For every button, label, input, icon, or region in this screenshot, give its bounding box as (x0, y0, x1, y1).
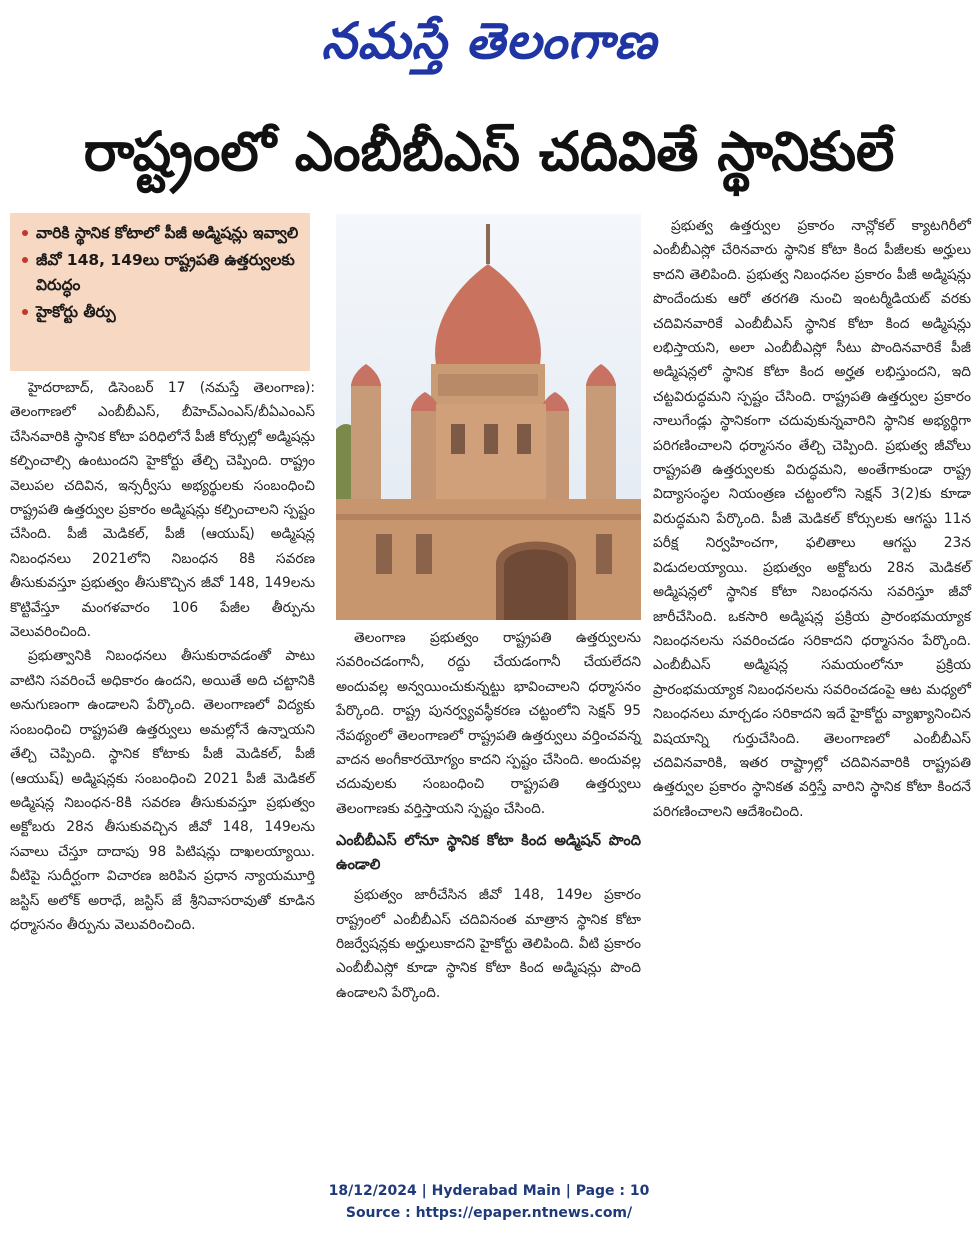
high-court-photo (336, 214, 641, 620)
paragraph: ప్రభుత్వం జారీచేసిన జీవో 148, 149ల ప్రకారం రాష్ట్రంలో ఎంబీబీఎస్ చదివినంత మాత్రాన స్థానిక కోటా రిజర్వేషన్లకు అర్హులుకాదని హైకోర్టు తెలిపింది. వీటి ప్రకారం ఎంబీబీఎస్లో కూడా స్థానిక కోటా కింద అడ్మిషన్లు పొంది ఉండాలని పేర్కొంది. (336, 887, 641, 1001)
paragraph: తెలంగాణ ప్రభుత్వం రాష్ట్రపతి ఉత్తర్వులను సవరించడంగానీ, రద్దు చేయడంగానీ చేయలేదని అందువల్ల అన్వయించుకున్నట్టు భావించాలని ధర్మాసనం పేర్కొంది. రాష్ట్ర పునర్వ్యవస్థీకరణ చట్టంలోని సెక్షన్ 95 నేపథ్యంలో తెలంగాణలో రాష్ట్రపతి ఉత్తర్వులు వర్తించవన్న వాదన అంగీకారయోగ్యం కాదని స్పష్టం చేసింది. అందువల్ల చదువులకు సంబంధించి రాష్ట్రపతి ఉత్తర్వులు తెలంగాణకు వర్తిస్తాయని స్పష్టం చేసింది. (336, 630, 641, 817)
footer (0, 1180, 978, 1224)
article-column-3 (653, 214, 971, 1156)
subheading: ఎంబీబీఎస్ లోనూ స్థానిక కోటా కింద అడ్మిషన్ పొంది ఉండాలి (336, 833, 641, 874)
article-column-2 (336, 626, 641, 1156)
highlight-item: వారికి స్థానిక కోటాలో పీజీ అడ్మిషన్లు ఇవ్వాలి (22, 221, 302, 246)
headline: రాష్ట్రంలో ఎంబీబీఎస్ చదివితే స్థానికులే (83, 120, 895, 183)
paragraph: హైదరాబాద్, డిసెంబర్ 17 (నమస్తే తెలంగాణ): తెలంగాణలో ఎంబీబీఎస్, బీహెచ్ఎంఎస్/బీఏఎంఎస్ చేసినవారికి స్థానిక కోటా పరిధిలోనే పీజీ కోర్సుల్లో అడ్మిషన్లు కల్పించాల్సి ఉంటుందని హైకోర్టు తేల్చి చెప్పింది. రాష్ట్రం వెలుపల చదివిన, ఇన్సర్వీసు అభ్యర్థులకు సంబంధించి రాష్ట్రపతి ఉత్తర్వుల ప్రకారం అడ్మిషన్లు కల్పించాలని స్పష్టం చేసింది. పీజీ మెడికల్, పీజీ (ఆయుష్) అడ్మిషన్ల నిబంధనలు 2021లోని నిబంధన 8కి సవరణ తీసుకువస్తూ ప్రభుత్వం తీసుకొచ్చిన జీవో 148, 149లను కొట్టివేస్తూ మంగళవారం 106 పేజీల తీర్పును వెలువరించింది. (10, 380, 315, 641)
masthead-logo: నమస్తే తెలంగాణ (321, 11, 657, 70)
highlight-item: హైకోర్టు తీర్పు (22, 300, 302, 325)
highlights-box (10, 213, 310, 371)
footer-source: Source : https://epaper.ntnews.com/ (345, 1205, 633, 1221)
footer-date-page: 18/12/2024 | Hyderabad Main | Page : 10 (328, 1183, 650, 1199)
paragraph: ప్రభుత్వానికి నిబంధనలు తీసుకురావడంతో పాటు వాటిని సవరించే అధికారం ఉందని, అయితే అది చట్టానికి అనుగుణంగా ఉండాలని పేర్కొంది. తెలంగాణలో విద్యకు సంబంధించి రాష్ట్రపతి ఉత్తర్వులు అమల్లోనే ఉన్నాయని తేల్చి చెప్పింది. స్థానిక కోటాకు పీజీ మెడికల్, పీజీ (ఆయుష్) అడ్మిషన్లకు సంబంధించి 2021 పీజీ మెడికల్ అడ్మిషన్ల నిబంధన-8కి సవరణ తీసుకువస్తూ ప్రభుత్వం అక్టోబరు 28న తీసుకువచ్చిన జీవో 148, 149లను సవాలు చేస్తూ దాదాపు 98 పిటిషన్లు దాఖలయ్యాయి. వీటిపై సుదీర్ఘంగా విచారణ జరిపిన ప్రధాన న్యాయమూర్తి జస్టిస్ అలోక్ అరాధే, జస్టిస్ జే శ్రీనివాసరావుతో కూడిన ధర్మాసనం తీర్పును వెలువరించింది. (10, 648, 315, 933)
highlight-item: జీవో 148, 149లు రాష్ట్రపతి ఉత్తర్వులకు విరుద్ధం (22, 248, 302, 298)
article-column-1 (10, 376, 315, 1156)
paragraph: ప్రభుత్వ ఉత్తర్వుల ప్రకారం నాన్లోకల్ క్యాటగిరీలో ఎంబీబీఎస్లో చేరినవారు స్థానిక కోటా కింద పీజీలకు అర్హులు కాదని తెలిపింది. ప్రభుత్వ నిబంధనల ప్రకారం పీజీ అడ్మిషన్లు పొందేందుకు ఆరో తరగతి నుంచి ఇంటర్మీడియట్ వరకు చదివినవారికే ఎంబీబీఎస్ స్థానిక కోటా కింద అడ్మిషన్లు లభిస్తాయని, అలా ఎంబీబీఎస్లో సీటు పొందినవారికే పీజీ అడ్మిషన్లలో స్థానిక కోటా కింద అర్హత లభిస్తుందని, ఇది చట్టవిరుద్ధమని స్పష్టం చేసింది. రాష్ట్రపతి ఉత్తర్వుల ప్రకారం నాలుగేండ్లు స్థానికంగా చదువుకున్నవారిని స్థానిక అభ్యర్థిగా పరిగణించాలని ధర్మాసనం తేల్చి చెప్పింది. ప్రభుత్వ జీవోలు రాష్ట్రపతి ఉత్తర్వులకు విరుద్ధమని, అంతేగాకుండా రాష్ట్ర విద్యాసంస్థల నియంత్రణ చట్టంలోని సెక్షన్ 3(2)కు కూడా విరుద్ధమని పేర్కొంది. పీజీ మెడికల్ కోర్సులకు ఆగస్టు 11న పరీక్ష నిర్వహించగా, ఫలితాలు ఆగస్టు 23న విడుదలయ్యాయి. ప్రభుత్వం అక్టోబరు 28న మెడికల్ అడ్మిషన్లలో స్థానిక కోటా నిబంధనను సవరిస్తూ జీవో జారీచేసింది. ఒకసారి అడ్మిషన్ల ప్రక్రియ ప్రారంభమయ్యాక నిబంధనలను సవరించడం సరికాదని ధర్మాసనం పేర్కొంది. ఎంబీబీఎస్ అడ్మిషన్ల సమయంలోనూ ప్రక్రియ ప్రారంభమయ్యాక నిబంధనలను సవరించడంపై ఆట మధ్యలో నిబంధనలు మార్చడం సరికాదని ఇదే హైకోర్టు వ్యాఖ్యానించిన విషయాన్ని గుర్తుచేసింది. తెలంగాణలో ఎంబీబీఎస్ చదివినవారికి, ఇతర రాష్ట్రాల్లో చదివినవారికి రాష్ట్రపతి ఉత్తర్వుల ప్రకారం స్థానికత వర్తిస్తే వారిని స్థానిక కోటా కిందనే పరిగణించాలని ఆదేశించింది. (653, 218, 971, 820)
